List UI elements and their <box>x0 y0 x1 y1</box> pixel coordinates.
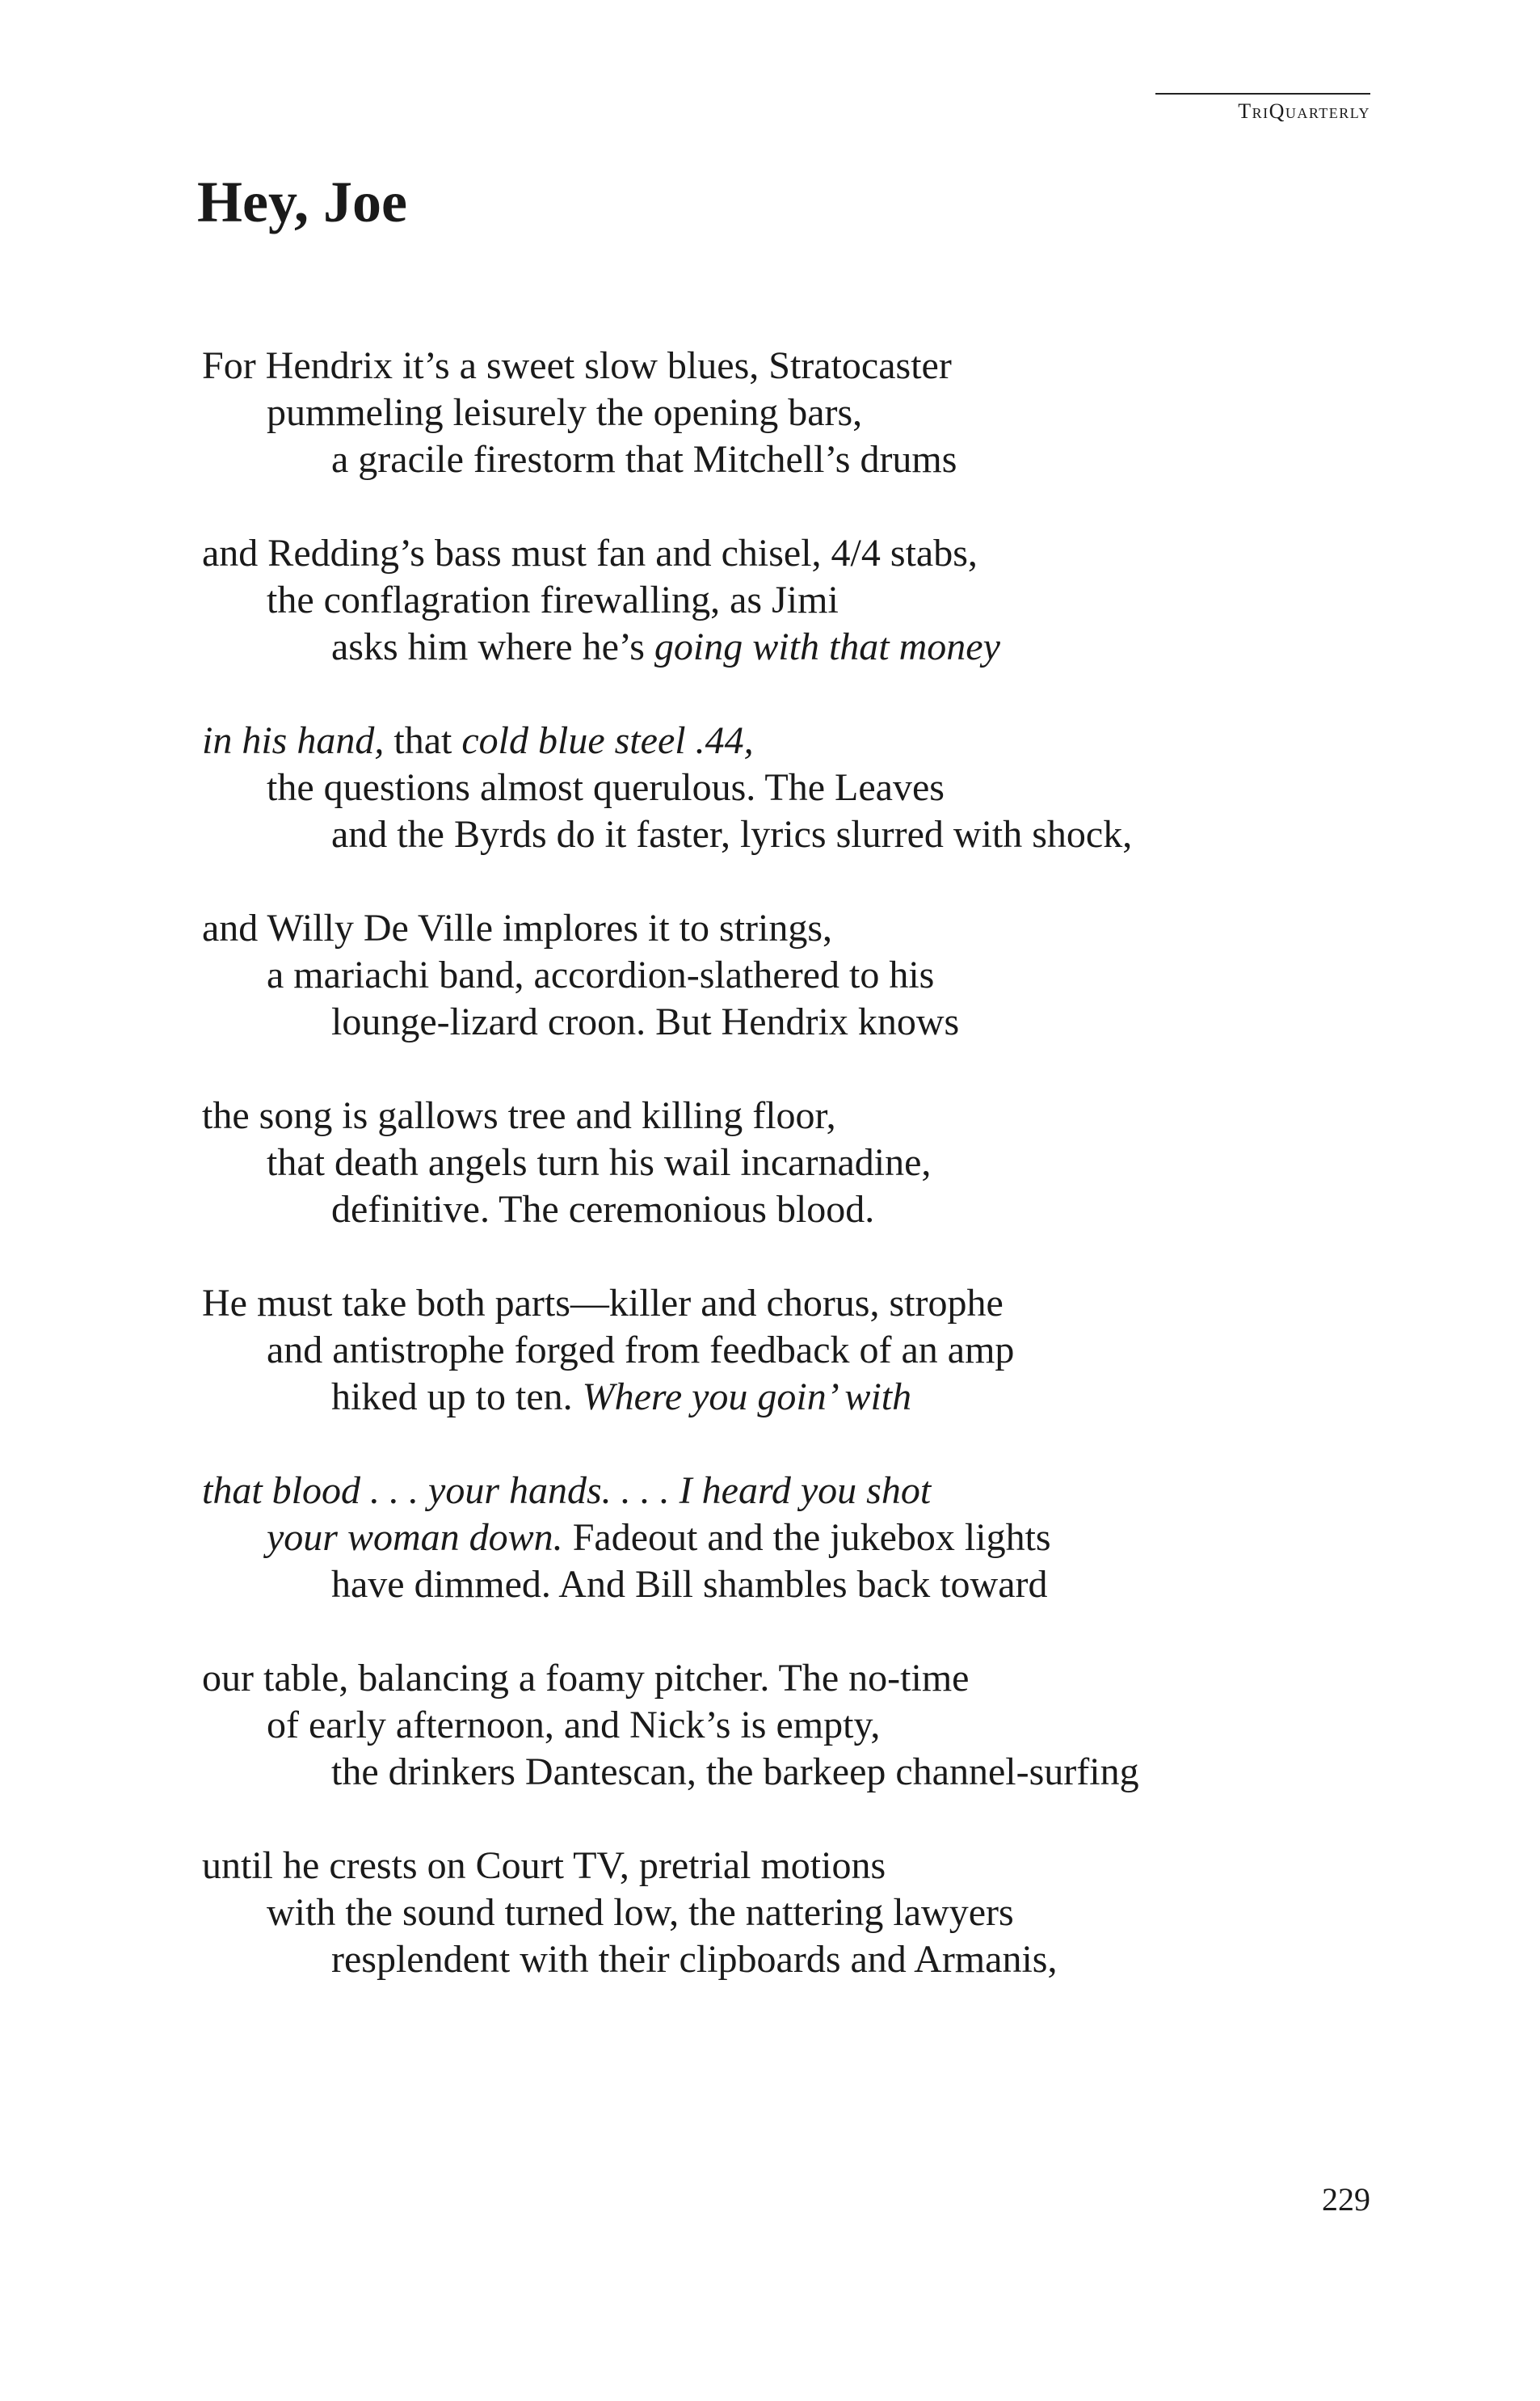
poem-line <box>202 624 1382 671</box>
stanza <box>202 1468 1382 1608</box>
line-text: asks him where he’s <box>331 626 654 668</box>
running-head: TriQuarterly <box>1155 93 1370 124</box>
line-text: the conflagration firewalling, as Jimi <box>267 579 839 621</box>
poem-line <box>202 577 1382 624</box>
italic-text: Where you goin’ with <box>582 1375 912 1418</box>
italic-text: your woman down. <box>267 1516 563 1559</box>
line-text: and Redding’s bass must fan and chisel, 4/4 stabs, <box>202 532 978 575</box>
italic-text: cold blue steel .44, <box>461 719 754 762</box>
italic-text: in his hand, <box>202 719 385 762</box>
poem-line <box>202 718 1382 765</box>
stanza <box>202 1655 1382 1796</box>
poem-title: Hey, Joe <box>197 170 407 234</box>
poem-line <box>202 1889 1382 1936</box>
line-text: a mariachi band, accordion-slathered to his <box>267 954 935 996</box>
poem-line <box>202 1561 1382 1608</box>
line-text: For Hendrix it’s a sweet slow blues, Stratocaster <box>202 344 952 387</box>
line-text: Fadeout and the jukebox lights <box>562 1516 1051 1559</box>
stanza <box>202 530 1382 671</box>
line-text: that <box>384 719 462 762</box>
poem-line <box>202 999 1382 1046</box>
poem-line <box>202 390 1382 436</box>
line-text: a gracile firestorm that Mitchell’s drums <box>331 438 957 481</box>
poem-line <box>202 1139 1382 1186</box>
poem-line <box>202 1280 1382 1327</box>
poem-line <box>202 1186 1382 1233</box>
poem-line <box>202 1468 1382 1514</box>
poem-line <box>202 1843 1382 1889</box>
line-text: hiked up to ten. <box>331 1375 583 1418</box>
line-text: and Willy De Ville implores it to strings, <box>202 907 833 950</box>
poem-line <box>202 765 1382 811</box>
poem-line <box>202 436 1382 483</box>
poem-line <box>202 530 1382 577</box>
italic-text: going with that money <box>654 626 1000 668</box>
stanza <box>202 1843 1382 1983</box>
italic-text: that blood . . . your hands. . . . I heard you shot <box>202 1469 932 1512</box>
line-text: of early afternoon, and Nick’s is empty, <box>267 1704 881 1746</box>
line-text: and the Byrds do it faster, lyrics slurred with shock, <box>331 813 1133 856</box>
page-number: 229 <box>1322 2181 1370 2218</box>
line-text: with the sound turned low, the nattering lawyers <box>267 1891 1014 1934</box>
line-text: He must take both parts—killer and chorus, strophe <box>202 1282 1004 1325</box>
line-text: our table, balancing a foamy pitcher. The no-time <box>202 1657 970 1700</box>
poem-body <box>202 343 1382 2030</box>
poem-line <box>202 343 1382 390</box>
line-text: have dimmed. And Bill shambles back toward <box>331 1563 1048 1606</box>
stanza <box>202 343 1382 483</box>
poem-line <box>202 1374 1382 1421</box>
poem-line <box>202 1093 1382 1139</box>
poem-line <box>202 1655 1382 1702</box>
poem-line <box>202 1327 1382 1374</box>
stanza <box>202 905 1382 1046</box>
stanza <box>202 1093 1382 1233</box>
line-text: until he crests on Court TV, pretrial motions <box>202 1844 886 1887</box>
poem-line <box>202 1514 1382 1561</box>
poem-line <box>202 952 1382 999</box>
poem-line <box>202 1749 1382 1796</box>
line-text: resplendent with their clipboards and Armanis, <box>331 1938 1058 1981</box>
line-text: pummeling leisurely the opening bars, <box>267 391 863 434</box>
poem-line <box>202 1702 1382 1749</box>
poem-line <box>202 905 1382 952</box>
line-text: that death angels turn his wail incarnadine, <box>267 1141 932 1184</box>
stanza <box>202 1280 1382 1421</box>
poem-line <box>202 1936 1382 1983</box>
line-text: lounge-lizard croon. But Hendrix knows <box>331 1000 960 1043</box>
stanza <box>202 718 1382 858</box>
line-text: the questions almost querulous. The Leaves <box>267 766 945 809</box>
line-text: definitive. The ceremonious blood. <box>331 1188 875 1231</box>
line-text: and antistrophe forged from feedback of an amp <box>267 1329 1015 1371</box>
line-text: the drinkers Dantescan, the barkeep channel-surfing <box>331 1750 1139 1793</box>
poem-line <box>202 811 1382 858</box>
line-text: the song is gallows tree and killing floor, <box>202 1094 836 1137</box>
